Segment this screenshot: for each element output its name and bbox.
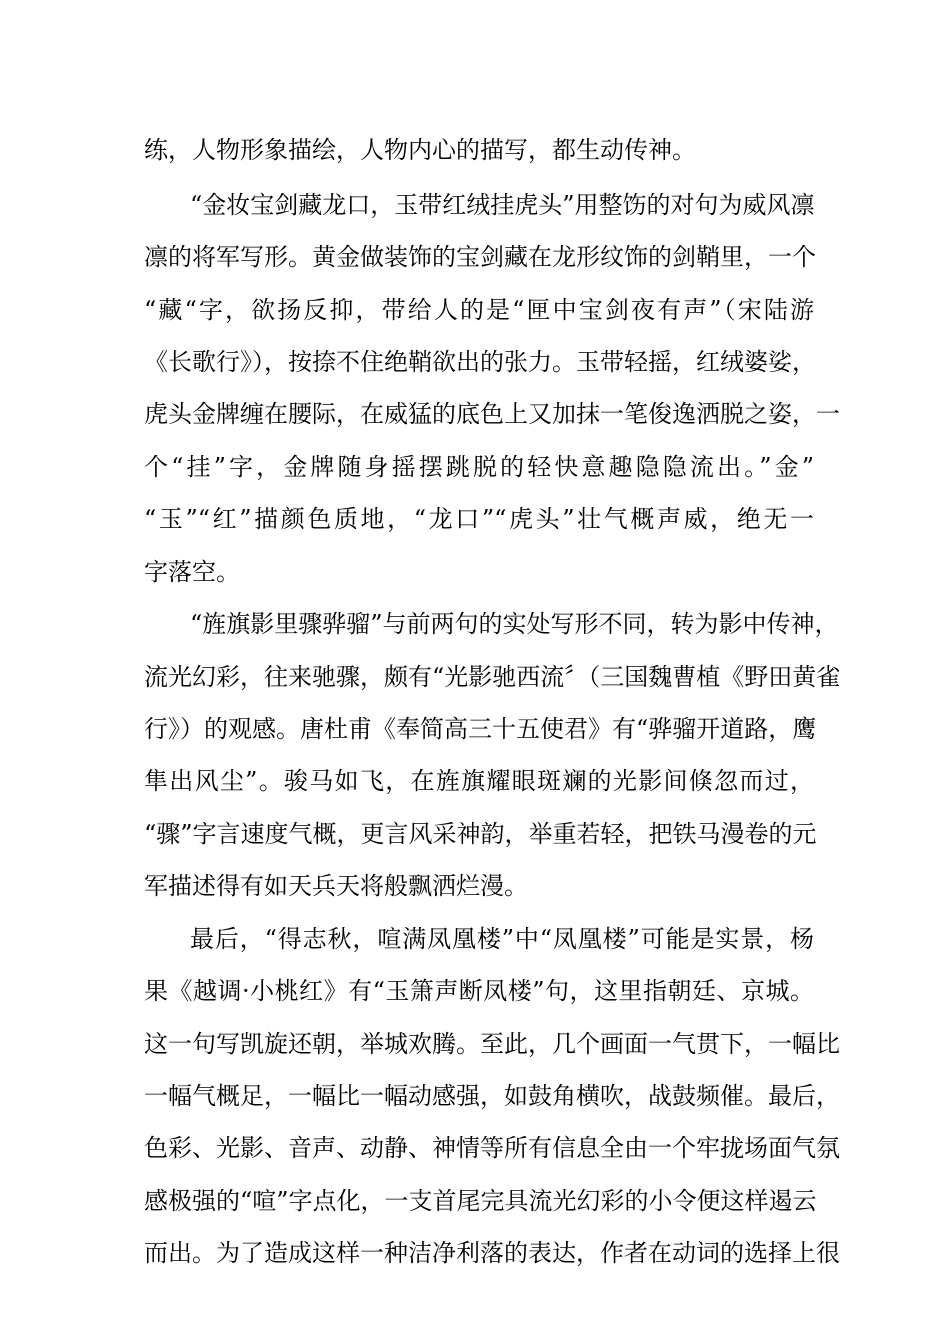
- text-line: 个“挂”字，金牌随身摇摆跳脱的轻快意趣隐隐流出。”金”: [144, 453, 814, 481]
- text-line: 凛的将军写形。黄金做装饰的宝剑藏在龙形纹饰的剑鞘里，一个: [144, 243, 816, 271]
- text-line: “骤”字言速度气概，更言风采神韵，举重若轻，把铁马漫卷的元: [144, 820, 817, 848]
- text-line: 军描述得有如天兵天将般飘洒烂漫。: [144, 872, 528, 900]
- text-line: 感极强的“喧”字点化，一支首尾完具流光幻彩的小令便这样遏云: [144, 1187, 817, 1215]
- text-line: 《长歌行》），按捺不住绝鞘欲出的张力。玉带轻摇，红绒婆娑，: [144, 348, 816, 376]
- text-line: “藏“字，欲扬反抑，带给人的是“匣中宝剑夜有声”（宋陆游: [144, 296, 814, 324]
- text-line: 字落空。: [144, 558, 240, 586]
- text-line: 果《越调·小桃红》有“玉箫声断凤楼”句，这里指朝廷、京城。: [144, 977, 814, 1005]
- text-line: 一幅气概足，一幅比一幅动感强，如鼓角横吹，战鼓频催。最后，: [144, 1082, 840, 1110]
- text-line: 隼出风尘”。骏马如飞，在旌旗耀眼斑斓的光影间倏忽而过，: [144, 767, 814, 795]
- text-line: “金妆宝剑藏龙口，玉带红绒挂虎头”用整饬的对句为威风凛: [190, 191, 815, 219]
- text-line: 流光幻彩，往来驰骤，颇有“光影驰西流〞（三国魏曹植《野田黄雀: [144, 663, 841, 691]
- text-line: “玉”“红”描颜色质地，“龙口”“虎头”壮气概声威，绝无一: [144, 505, 814, 533]
- text-line: 色彩、光影、音声、动静、神情等所有信息全由一个牢拢场面气氛: [144, 1134, 840, 1162]
- text-line: 最后，“得志秋，喧满凤凰楼”中“凤凰楼”可能是实景，杨: [190, 925, 814, 953]
- text-line: “旌旗影里骤骅骝”与前两句的实处写形不同，转为影中传神，: [190, 610, 839, 638]
- text-line: 而出。为了造成这样一种洁净利落的表达，作者在动词的选择上很: [144, 1239, 840, 1267]
- text-line: 行》）的观感。唐杜甫《奉简高三十五使君》有“骅骝开道路，鹰: [144, 715, 817, 743]
- text-line: 练，人物形象描绘，人物内心的描写，都生动传神。: [144, 136, 696, 164]
- text-line: 虎头金牌缠在腰际，在威猛的底色上又加抹一笔俊逸洒脱之姿，一: [144, 400, 840, 428]
- text-line: 这一句写凯旋还朝，举城欢腾。至此，几个画面一气贯下，一幅比: [144, 1030, 840, 1058]
